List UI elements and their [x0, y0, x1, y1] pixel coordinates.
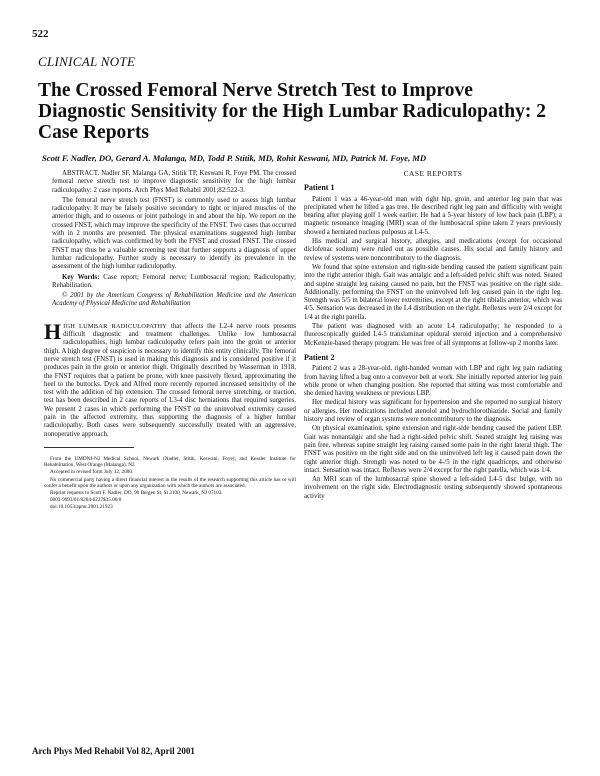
right-column [304, 170, 562, 502]
patient1-paragraph: The patient was diagnosed with an acute L4 radiculopathy; he responded to a fluoroscopically guided L4-5 translaminar epidural steroid injection and a comprehensive McKenzie-based therapy program. He was free of all symptoms at follow-up 2 months later. [304, 323, 562, 347]
abstract-block [52, 170, 296, 309]
patient2-paragraph: Patient 2 was a 28-year-old, right-handed woman with LBP and right leg pain radiating from having lifted a bag onto a conveyor belt at work. She initially reported anterior leg pain while prone or when changing position. She reported that sitting was most comfortable and she denied having weakness or previous LBP. [304, 365, 562, 398]
section-label: CLINICAL NOTE [38, 54, 136, 69]
patient1-paragraph: His medical and surgical history, allergies, and medications (except for occasional diclofenac sodium) were ruled out as possible causes. His social and family history and review of systems were noncontributory to the diagnosis. [304, 238, 562, 262]
left-column [44, 170, 296, 512]
article-title: The Crossed Femoral Nerve Stretch Test to Improve Diagnostic Sensitivity for the High Lumbar Radiculopathy: 2 Case Reports [38, 80, 546, 143]
patient2-heading: Patient 2 [304, 352, 335, 362]
keywords [52, 274, 296, 291]
footnote-rule [44, 447, 134, 452]
patient1-paragraph: We found that spine extension and right-side bending caused the patient significant pain into the right anterior thigh. Gait was antalgic and a left-sided pelvic shift was noted. Seated and supine straight leg raising caused no pain, but the FNST was positive on the right side. Additionally, performing the FNST on the uninvolved left leg caused pain in the right leg. Strength was 5/5 in bilateral lower extremities, except at the right tibialis anterior, which was 4/5. Sensation was decreased in the L4 distribution on the right. Reflexes were 2/4 except for 1/4 at the right patella. [304, 263, 562, 321]
copyright-notice: © 2001 by the American Congress of Rehabilitation Medicine and the American Academy of Physical Medicine and Rehabilitation [52, 292, 296, 308]
patient2-paragraph: On physical examination, spine extension and right-side bending caused the patient LBP. Gait was nonantalgic and she had a right-sided pelvic shift. Seated straight leg raising was pain free, whereas supine straight leg raising caused some pain in the right lateral thigh. The FNST was positive on the right side and on the uninvolved left leg it caused pain down the right anterior thigh. Strength was noted to be 4-/5 in the right quadriceps, and otherwise intact. Sensation was intact. Reflexes were 2/4 except for the right patella, which was 1/4. [304, 425, 562, 474]
footnote-issn: 0003-9993/01/8204-6227$35.00/0 [50, 497, 122, 504]
page-number: 522 [32, 28, 49, 40]
patient1-heading: Patient 1 [304, 183, 335, 193]
introduction [44, 318, 296, 439]
footnote-reprints: Reprint requests to Scott F. Nadler, DO, 90 Bergen St, St 3100, Newark, NJ 07103. [50, 489, 223, 496]
intro-text: that affects the L2-4 nerve roots presents difficult diagnostic and treatment challenges. Unlike low lumbosacral radiculopathies, high lumbar radiculopathy refers pain into the groin or anterior thigh. A high degree of suspicion is necessary to identify this entity clinically. The femoral nerve stretch test (FNST) is used in making this diagnosis and is considered positive if it produces pain in the groin or anterior thigh. Originally described by Wasserman in 1918, the FNST requires that a patient be prone, with knee passively flexed, approximating the heel to the buttocks. Dyck and Alfred more recently reported increased sensitivity of the test with the addition of hip extension. The crossed femoral nerve stretching, or traction, test has been described in 2 case reports of L3-4 disc herniations that required surgeries. We present 2 cases in which performing the FNST on the uninvolved extremity caused pain in the affected extremity, thus supporting the diagnosis of a higher lumbar radiculopathy. Both cases were subsequently successfully treated with an aggressive, nonoperative approach. [44, 322, 296, 438]
case-reports-heading: CASE REPORTS [403, 169, 463, 178]
footnotes [44, 456, 296, 511]
footnote-affiliation: From the UMDNJ-NJ Medical School, Newark (Nadler, Stitik, Keswani, Foye); and Kessler Institute for Rehabilitation, West Orange (Malanga), NJ. [44, 455, 296, 469]
journal-footer: Arch Phys Med Rehabil Vol 82, April 2001 [32, 746, 195, 756]
abstract-body: The femoral nerve stretch test (FNST) is commonly used to assess high lumbar radiculopathy. It may be falsely positive secondary to tight or injured muscles of the anterior thigh, and to osseous or joint pathology in and about the hip. We report on the crossed FNST, which may improve the specificity of the FNST. Two cases that occurred with in 2 months are presented. The physical examinations suggested high lumbar radiculopathy, which was confirmed by both the FNST and crossed FNST. The crossed FNST may thus be a valuable screening test that further supports a diagnosis of upper lumbar radiculopathy. Further study is necessary to identify its prevalence in the assessment of the high lumbar radiculopathy. [52, 196, 296, 271]
patient2-paragraph: Her medical history was significant for hypertension and she reported no surgical history or allergies. Her medications included atenolol and hydrochlorothiazide. Social and family history and review of organ systems were noncontributory to the diagnosis. [304, 399, 562, 424]
keywords-label: Key Words: [62, 273, 100, 281]
keywords-text: Case report; Femoral nerve; Lumbosacral region; Radiculopathy; Rehabilitation. [52, 273, 296, 289]
intro-smallcaps: IGH LUMBAR RADICULOPATHY [63, 322, 168, 330]
abstract-citation: ABSTRACT. Nadler SF, Malanga GA, Stitik TP, Keswani R, Foye PM. The crossed femoral nerve stretch test to improve diagnostic sensitivity for the high lumbar radiculopathy: 2 case reports. Arch Phys Med Rehabil 2001;82:522-3. [52, 170, 296, 194]
author-list: Scott F. Nadler, DO, Gerard A. Malanga, MD, Todd P. Stitik, MD, Rohit Keswani, MD, Patrick M. Foye, MD [42, 153, 427, 163]
footnote-accepted: Accepted in revised form July 12, 2000. [50, 469, 134, 476]
footnote-doi: doi:10.1053/apmr.2001.21923 [50, 504, 113, 511]
patient2-paragraph: An MRI scan of the lumbosacral spine showed a left-sided L4-5 disc bulge, with no involvement on the right side. Electrodiagnostic testing subsequently showed spontaneous activity [304, 476, 562, 500]
footnote-disclosure: No commercial party having a direct financial interest in the results of the research supporting this article has or will confer a benefit upon the authors or upon any organization with which the authors are associated. [44, 476, 296, 489]
patient1-paragraph: Patient 1 was a 46-year-old man with right hip, groin, and anterior leg pain that was precipitated when he lifted a gas tree. He described right leg pain and difficulty with weight bearing after playing golf 1 week earlier. He had a 5-year history of low back pain (LBP); a magnetic resonance imaging (MRI) scan of the lumbosacral spine taken 2 years previously showed a herniated nucleus pulposus at L4-5. [304, 195, 562, 236]
intro-paragraph [44, 318, 296, 439]
drop-cap: H [44, 318, 62, 344]
